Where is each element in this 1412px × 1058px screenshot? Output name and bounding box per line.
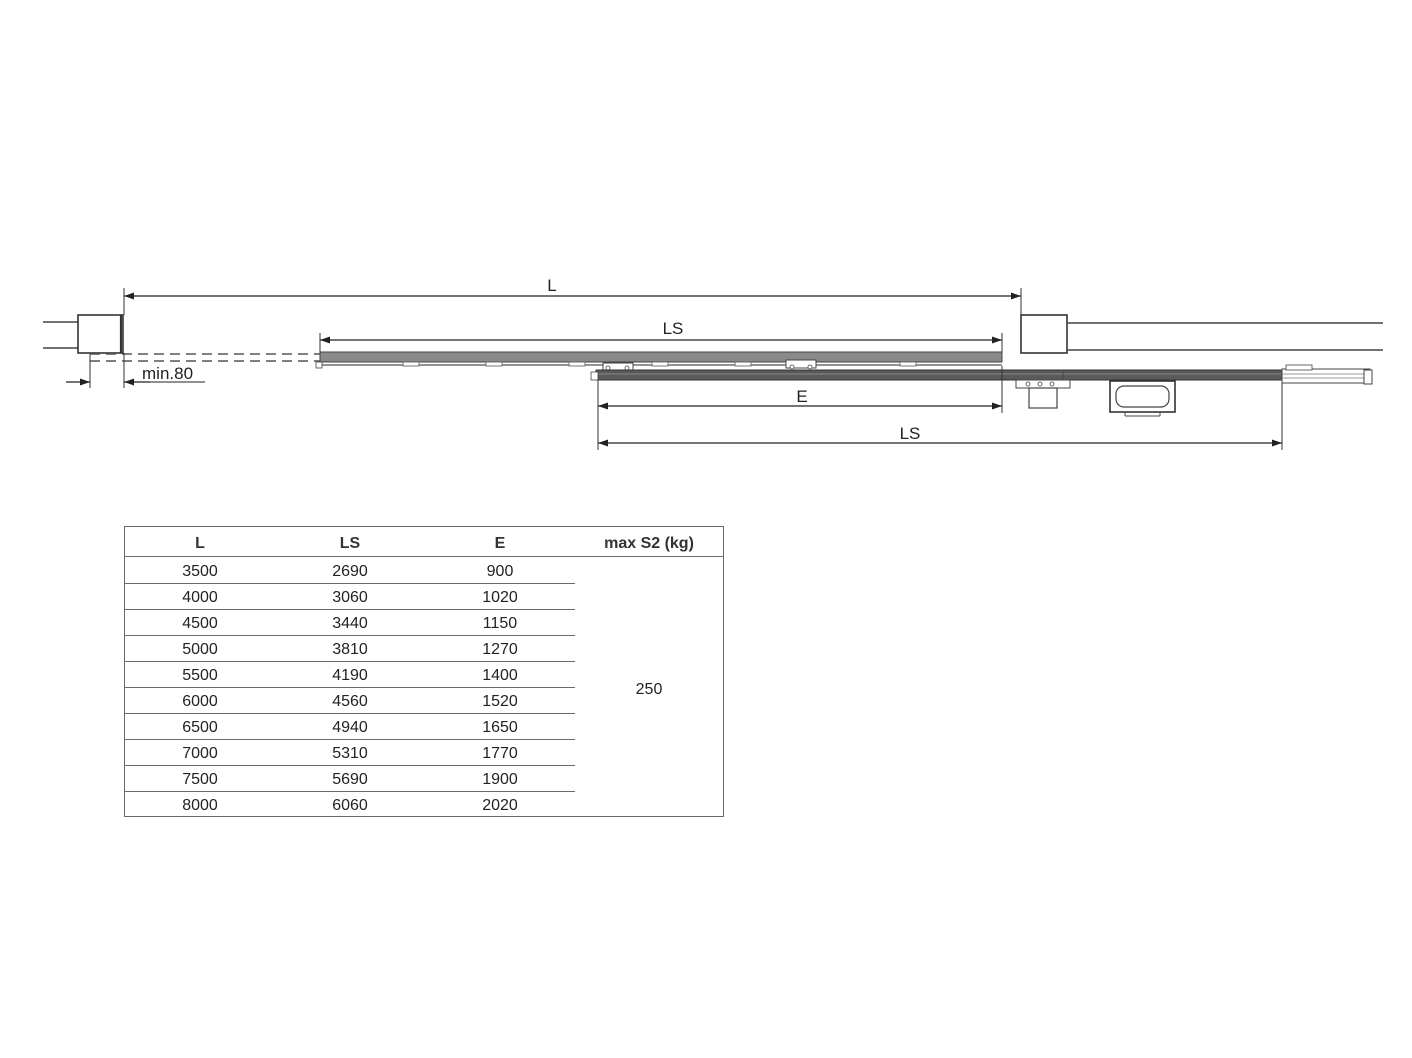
dimension-LS-top — [320, 319, 1002, 352]
table-header-E: E — [494, 535, 506, 552]
cell-L: 8000 — [182, 797, 218, 814]
cell-L: 4000 — [182, 589, 218, 606]
cell-L: 5500 — [182, 667, 218, 684]
cell-LS: 2690 — [332, 563, 368, 580]
right-post — [1021, 315, 1383, 353]
cell-LS: 3440 — [332, 615, 368, 632]
dimension-min80-label: min.80 — [142, 364, 194, 383]
table-row — [125, 687, 575, 714]
table-row — [125, 765, 575, 792]
cell-LS: 6060 — [332, 797, 368, 814]
cell-L: 6000 — [182, 693, 218, 710]
table-row — [125, 583, 575, 610]
dimension-min80 — [66, 353, 205, 388]
cell-L: 6500 — [182, 719, 218, 736]
left-post — [43, 315, 123, 353]
table-row — [125, 609, 575, 636]
cell-LS: 5690 — [332, 771, 368, 788]
table-header-L: L — [195, 535, 205, 552]
table-row — [125, 739, 575, 766]
lower-gate-leaf — [591, 363, 1372, 384]
cell-E: 1150 — [482, 615, 518, 632]
dimension-LS-top-label: LS — [662, 319, 684, 338]
table-header-max-s2: max S2 (kg) — [604, 535, 694, 552]
cell-E: 1400 — [482, 667, 518, 684]
table-row — [125, 557, 575, 584]
table-row — [125, 713, 575, 740]
cell-E: 1770 — [482, 745, 518, 762]
cell-E: 1020 — [482, 589, 518, 606]
cell-LS: 4560 — [332, 693, 368, 710]
cell-E: 2020 — [482, 797, 518, 814]
cell-E: 1270 — [482, 641, 518, 658]
dimension-E-label: E — [796, 387, 808, 406]
cell-L: 5000 — [182, 641, 218, 658]
dimension-LS-bottom-label: LS — [899, 424, 921, 443]
cell-L: 3500 — [182, 563, 218, 580]
dimension-L — [124, 276, 1021, 315]
cell-max-s2: 250 — [635, 681, 663, 698]
table-row — [125, 635, 575, 662]
size-table — [124, 526, 724, 817]
dimension-LS-bottom — [598, 383, 1282, 450]
dimension-L-label: L — [547, 276, 557, 295]
cell-L: 7000 — [182, 745, 218, 762]
cell-E: 900 — [486, 563, 514, 580]
upper-gate-leaf — [316, 352, 1002, 369]
cell-LS: 5310 — [332, 745, 368, 762]
cell-E: 1650 — [482, 719, 518, 736]
cell-L: 4500 — [182, 615, 218, 632]
table-row — [125, 791, 575, 817]
cell-E: 1520 — [482, 693, 518, 710]
cell-LS: 3060 — [332, 589, 368, 606]
cell-LS: 4190 — [332, 667, 368, 684]
cell-L: 7500 — [182, 771, 218, 788]
table-row — [125, 661, 575, 688]
cell-LS: 4940 — [332, 719, 368, 736]
cell-LS: 3810 — [332, 641, 368, 658]
cell-E: 1900 — [482, 771, 518, 788]
table-header-LS: LS — [339, 535, 361, 552]
